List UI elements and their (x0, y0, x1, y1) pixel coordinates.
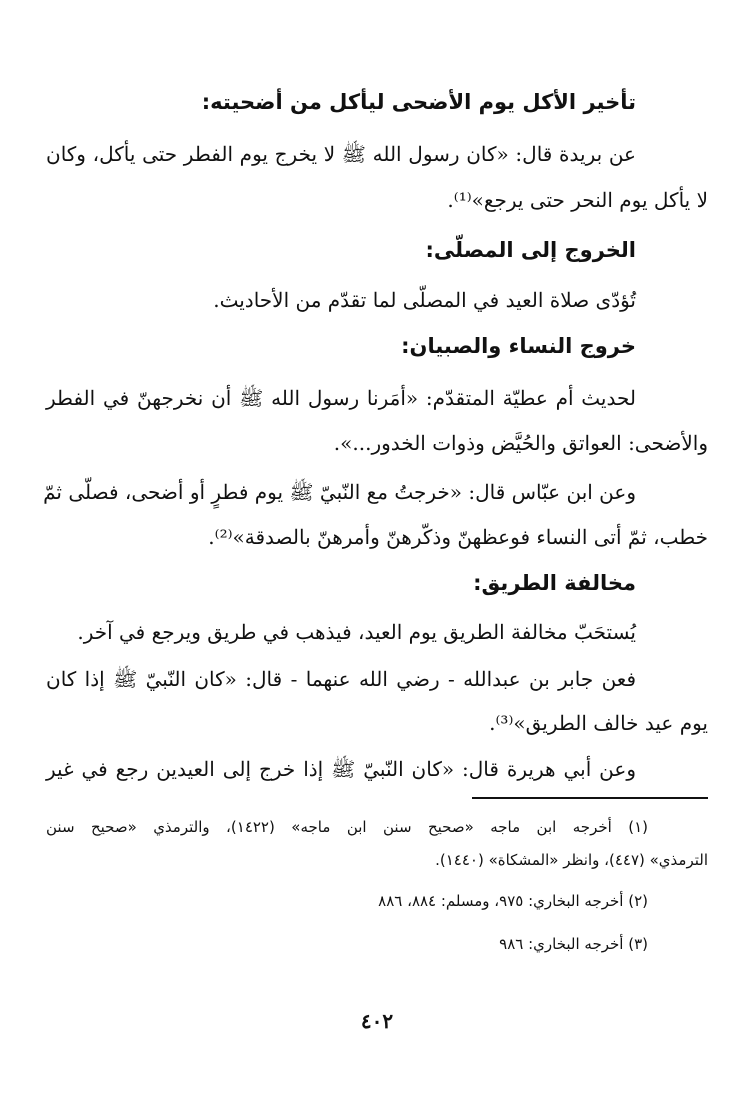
paragraph-line: فعن جابر بن عبدالله - رضي الله عنهما - قال: «كان النّبيّ ﷺ إذا كان (46, 667, 636, 691)
paragraph-line: يوم عيد خالف الطريق»⁽³⁾. (489, 711, 708, 735)
paragraph-line: لا يأكل يوم النحر حتى يرجع»⁽¹⁾. (447, 188, 708, 212)
paragraph-line: وعن ابن عبّاس قال: «خرجتُ مع النّبيّ ﷺ يوم فطرٍ أو أضحى، فصلّى ثمّ (43, 480, 636, 504)
page-number: ٤٠٢ (360, 1009, 394, 1033)
section-heading-women-children: خروج النساء والصبيان: (401, 334, 636, 358)
paragraph-line: تُؤدّى صلاة العيد في المصلّى لما تقدّم من الأحاديث. (213, 288, 636, 312)
paragraph-line: عن بريدة قال: «كان رسول الله ﷺ لا يخرج يوم الفطر حتى يأكل، وكان (46, 142, 636, 166)
paragraph-line: خطب، ثمّ أتى النساء فوعظهنّ وذكّرهنّ وأمرهنّ بالصدقة»⁽²⁾. (208, 525, 708, 549)
paragraph-line: يُستحَبّ مخالفة الطريق يوم العيد، فيذهب في طريق ويرجع في آخر. (77, 620, 636, 644)
footnote-line: (٣) أخرجه البخاري: ٩٨٦ (499, 935, 648, 953)
footnote-line: الترمذي» (٤٤٧)، وانظر «المشكاة» (١٤٤٠). (435, 851, 708, 869)
paragraph-line: والأضحى: العواتق والحُيَّض وذوات الخدور...». (333, 431, 708, 455)
section-heading-different-route: مخالفة الطريق: (473, 571, 636, 595)
footnote-line: (٢) أخرجه البخاري: ٩٧٥، ومسلم: ٨٨٤، ٨٨٦ (378, 892, 648, 910)
section-heading-delay-eating: تأخير الأكل يوم الأضحى ليأكل من أضحيته: (201, 90, 636, 114)
footnote-separator (472, 797, 708, 799)
paragraph-line: لحديث أم عطيّة المتقدّم: «أمَرنا رسول الله ﷺ أن نخرجهنّ في الفطر (46, 386, 636, 410)
section-heading-going-to-musalla: الخروج إلى المصلّى: (425, 238, 636, 262)
paragraph-line: وعن أبي هريرة قال: «كان النّبيّ ﷺ إذا خرج إلى العيدين رجع في غير (46, 757, 636, 781)
footnote-line: (١) أخرجه ابن ماجه «صحيح سنن ابن ماجه» (١٤٢٢)، والترمذي «صحيح سنن (46, 818, 648, 836)
